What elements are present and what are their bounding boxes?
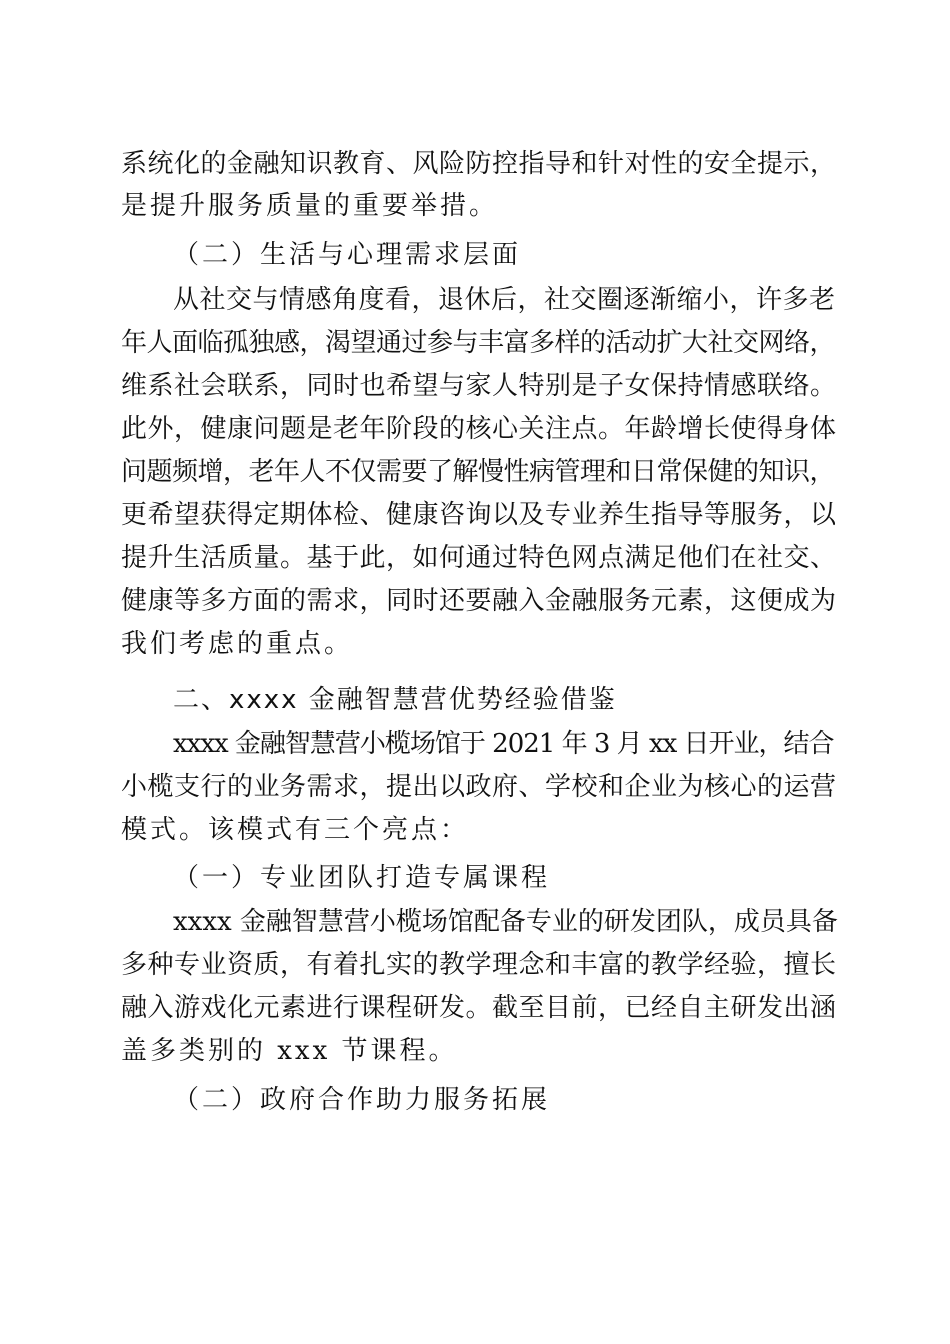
paragraph-line: 小榄支行的业务需求，提出以政府、学校和企业为核心的运营 xyxy=(121,772,837,802)
paragraph-line: 是提升服务质量的重要举措。 xyxy=(121,191,499,221)
paragraph-line: 盖多类别的 xxx 节课程。 xyxy=(121,1036,458,1066)
paragraph-line: 模式。该模式有三个亮点： xyxy=(121,815,470,845)
subheading-professional-team: （一）专业团队打造专属课程 xyxy=(173,863,551,893)
paragraph-line: 提升生活质量。基于此，如何通过特色网点满足他们在社交、 xyxy=(121,543,837,573)
paragraph-line: 健康等多方面的需求，同时还要融入金融服务元素，这便成为 xyxy=(121,586,837,616)
paragraph-line: 融入游戏化元素进行课程研发。截至目前，已经自主研发出涵 xyxy=(121,993,837,1023)
paragraph-line: xxxx 金融智慧营小榄场馆配备专业的研发团队，成员具备 xyxy=(173,907,838,937)
paragraph-line: 维系社会联系，同时也希望与家人特别是子女保持情感联络。 xyxy=(121,371,837,401)
paragraph-line: 多种专业资质，有着扎实的教学理念和丰富的教学经验，擅长 xyxy=(121,950,837,980)
paragraph-line: 年人面临孤独感，渴望通过参与丰富多样的活动扩大社交网络， xyxy=(121,328,836,358)
paragraph-line: xxxx 金融智慧营小榄场馆于 2021 年 3 月 xx 日开业，结合 xyxy=(173,729,834,759)
paragraph-line: 我们考虑的重点。 xyxy=(121,629,354,659)
subheading-life-psychology: （二）生活与心理需求层面 xyxy=(173,240,522,270)
paragraph-line: 从社交与情感角度看，退休后，社交圈逐渐缩小，许多老 xyxy=(173,285,836,315)
section-heading: 二、xxxx 金融智慧营优势经验借鉴 xyxy=(173,685,617,715)
paragraph-line: 问题频增，老年人不仅需要了解慢性病管理和日常保健的知识， xyxy=(121,457,836,487)
paragraph-line: 系统化的金融知识教育、风险防控指导和针对性的安全提示， xyxy=(121,149,837,179)
paragraph-line: 更希望获得定期体检、健康咨询以及专业养生指导等服务，以 xyxy=(121,500,837,530)
subheading-government-cooperation: （二）政府合作助力服务拓展 xyxy=(173,1085,551,1115)
paragraph-line: 此外，健康问题是老年阶段的核心关注点。年龄增长使得身体 xyxy=(121,414,837,444)
